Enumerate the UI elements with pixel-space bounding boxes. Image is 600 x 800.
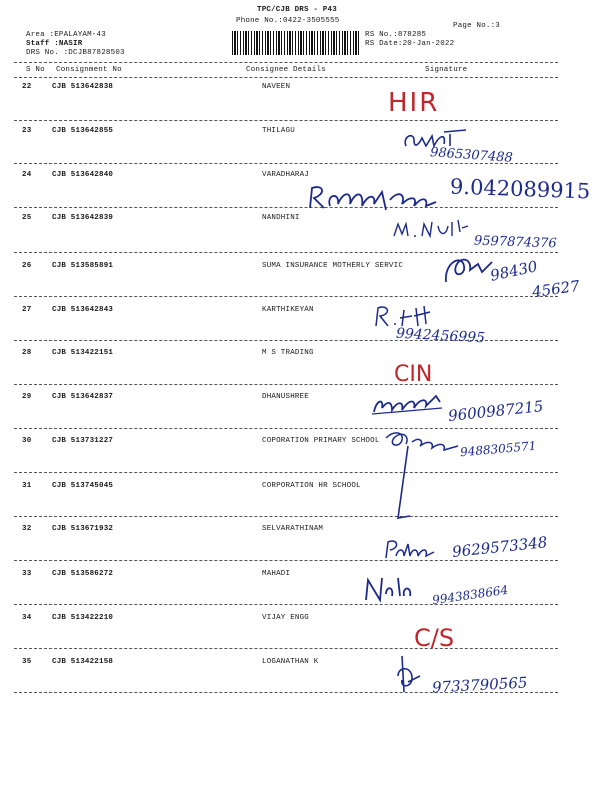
signature-coporation-primary-school	[380, 428, 490, 528]
area-label: Area :EPALAYAM-43	[26, 31, 106, 39]
row-consignee: SUMA INSURANCE MOTHERLY SERVIC	[262, 262, 404, 270]
table-row	[0, 570, 600, 612]
row-consignee: NAVEEN	[262, 83, 291, 91]
staff-label: Staff :NASIR	[26, 40, 83, 48]
row-sno: 25	[22, 214, 32, 222]
handwritten-phone-33: 9943838664	[431, 582, 509, 608]
row-sno: 30	[22, 437, 32, 445]
handwritten-phone-23: 9865307488	[429, 145, 514, 166]
row-consignee: CORPORATION HR SCHOOL	[262, 482, 361, 490]
row-consignment: CJB 513731227	[52, 437, 114, 445]
row-consignee: THILAGU	[262, 127, 295, 135]
signature-varadharaj	[306, 180, 446, 216]
row-consignee: NANDHINI	[262, 214, 300, 222]
row-sno: 28	[22, 349, 32, 357]
divider	[14, 77, 558, 78]
row-consignment: CJB 513642839	[52, 214, 114, 222]
row-sno: 32	[22, 525, 32, 533]
rs-date: RS Date:20-Jan-2022	[365, 40, 455, 48]
drs-number: DRS No. :DCJB87828503	[26, 49, 125, 57]
handwritten-phone-24: 9.042089915	[449, 174, 591, 204]
divider	[14, 62, 558, 63]
row-consignment: CJB 513745045	[52, 482, 114, 490]
row-sno: 33	[22, 570, 32, 578]
row-consignment: CJB 513642843	[52, 306, 114, 314]
col-header-consignment: Consignment No	[56, 66, 122, 74]
row-consignee: LOGANATHAN K	[262, 658, 319, 666]
signature-dhanushree	[370, 392, 450, 418]
table-row	[0, 614, 600, 656]
table-row	[0, 482, 600, 524]
col-header-consignee: Consignee Details	[246, 66, 326, 74]
row-consignee: COPORATION PRIMARY SCHOOL	[262, 437, 380, 445]
signature-loganathan	[392, 652, 432, 698]
row-consignee: M S TRADING	[262, 349, 314, 357]
divider	[14, 384, 558, 385]
page-number: Page No.:3	[453, 22, 501, 30]
row-consignment: CJB 513586272	[52, 570, 114, 578]
row-consignee: KARTHIKEYAN	[262, 306, 314, 314]
handwritten-phone-32: 9629573348	[451, 533, 549, 561]
barcode	[232, 31, 360, 55]
phone-number: Phone No.:0422-3505555	[236, 17, 340, 25]
row-consignment: CJB 513642855	[52, 127, 114, 135]
row-consignee: DHANUSHREE	[262, 393, 310, 401]
handwritten-phone-26a: 98430	[488, 257, 540, 285]
handwritten-phone-30: 9488305571	[459, 438, 537, 460]
signature-mahadi	[362, 574, 422, 604]
document-title: TPC/CJB DRS - P43	[257, 6, 337, 14]
divider	[14, 560, 558, 561]
row-consignment: CJB 513422158	[52, 658, 114, 666]
signature-selvarathinam	[382, 534, 442, 564]
row-consignee: VARADHARAJ	[262, 171, 310, 179]
col-header-sno: S No	[26, 66, 45, 74]
row-consignment: CJB 513642837	[52, 393, 114, 401]
row-consignment: CJB 513642838	[52, 83, 114, 91]
row-sno: 22	[22, 83, 32, 91]
row-sno: 29	[22, 393, 32, 401]
row-consignment: CJB 513422210	[52, 614, 114, 622]
divider	[14, 648, 558, 649]
row-consignment: CJB 513642840	[52, 171, 114, 179]
rs-number: RS No.:878285	[365, 31, 427, 39]
row-sno: 24	[22, 171, 32, 179]
handwritten-phone-25: 9597874376	[473, 233, 557, 252]
handwritten-phone-27: 9942456995	[395, 325, 486, 347]
handwritten-cin-note: CIN	[394, 362, 433, 387]
row-sno: 23	[22, 127, 32, 135]
row-consignment: CJB 513585891	[52, 262, 114, 270]
divider	[14, 207, 558, 208]
handwritten-cs-note: C/S	[414, 624, 455, 652]
divider	[14, 604, 558, 605]
table-row	[0, 83, 600, 125]
divider	[14, 120, 558, 121]
signature-nandhini	[390, 218, 470, 240]
row-sno: 26	[22, 262, 32, 270]
handwritten-phone-26b: 45627	[530, 276, 581, 302]
row-sno: 27	[22, 306, 32, 314]
handwritten-hr-note: HIR	[388, 88, 440, 118]
table-row	[0, 306, 600, 348]
row-sno: 34	[22, 614, 32, 622]
col-header-signature: Signature	[425, 66, 468, 74]
row-consignment: CJB 513422151	[52, 349, 114, 357]
handwritten-phone-29: 9600987215	[447, 397, 545, 425]
row-consignee: SELVARATHINAM	[262, 525, 324, 533]
row-sno: 31	[22, 482, 32, 490]
row-consignee: MAHADI	[262, 570, 291, 578]
row-consignee: VIJAY ENGG	[262, 614, 310, 622]
handwritten-phone-35: 9733790565	[431, 673, 528, 697]
row-consignment: CJB 513671932	[52, 525, 114, 533]
divider	[14, 296, 558, 297]
row-sno: 35	[22, 658, 32, 666]
